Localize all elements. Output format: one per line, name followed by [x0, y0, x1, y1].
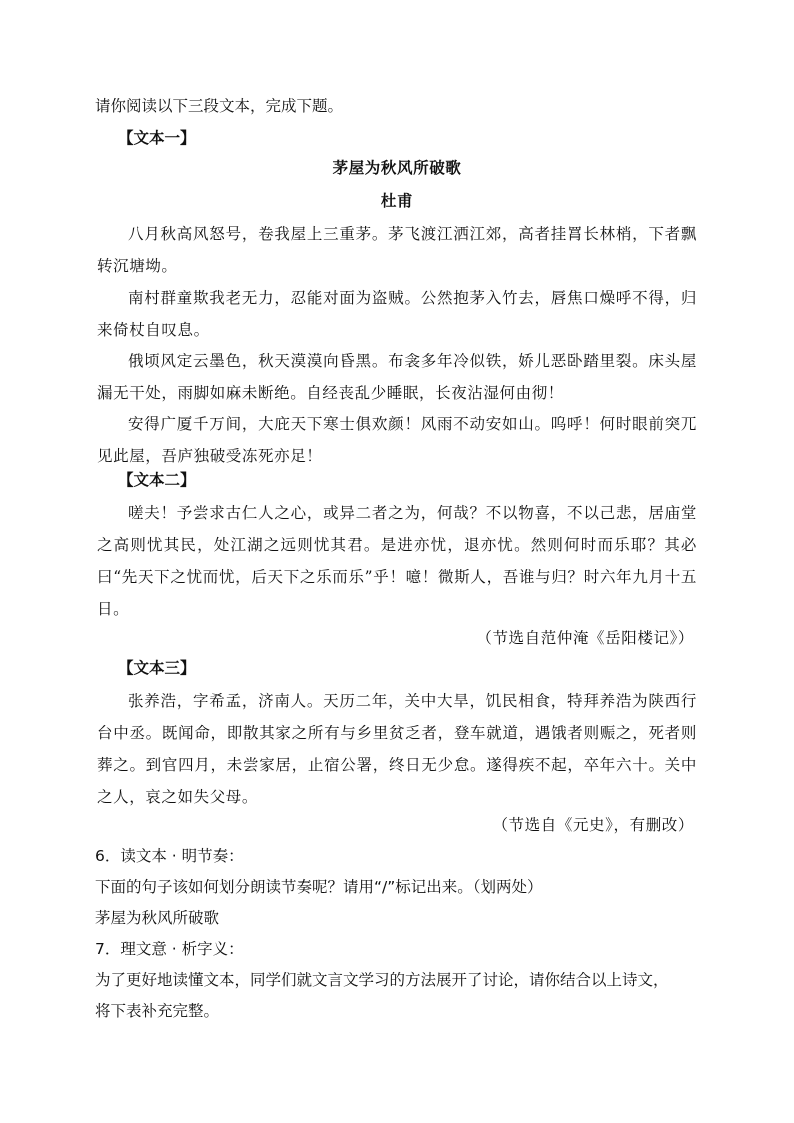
poem-paragraph-3: 俄顷风定云墨色，秋天漠漠向昏黑。布衾多年冷似铁，娇儿恶卧踏里裂。床头屋漏无干处，雨脚如麻未断绝。自经丧乱少睡眠，长夜沾湿何由彻！	[97, 352, 697, 402]
question-7-prompt-line-2: 将下表补充完整。	[95, 1002, 220, 1020]
question-7-prompt-line-1: 为了更好地读懂文本，同学们就文言文学习的方法展开了讨论，请你结合以上诗文，	[95, 971, 669, 989]
text3-heading: 【文本三】	[118, 659, 196, 677]
text2-paragraph: 嗟夫！予尝求古仁人之心，或异二者之为，何哉？不以物喜，不以己悲，居庙堂之高则忧其民，处江湖之远则忧其君。是进亦忧，退亦忧。然则何时而乐耶？其必曰“先天下之忧而忧，后天下之乐而乐”乎！噫！微斯人，吾谁与归？时六年九月十五日。	[97, 504, 697, 618]
intro-instruction: 请你阅读以下三段文本，完成下题。	[95, 97, 344, 115]
text1-heading: 【文本一】	[118, 129, 196, 147]
poem-title: 茅屋为秋风所破歌	[332, 158, 462, 177]
poem-paragraph-2: 南村群童欺我老无力，忍能对面为盗贼。公然抱茅入竹去，唇焦口燥呼不得，归来倚杖自叹息。	[97, 289, 697, 339]
text3-paragraph: 张养浩，字希孟，济南人。天历二年，关中大旱，饥民相食，特拜养浩为陕西行台中丞。既闻命，即散其家之所有与乡里贫乏者，登车就道，遇饿者则赈之，死者则葬之。到官四月，未尝家居，止宿公署，终日无少怠。遂得疾不起，卒年六十。关中之人，哀之如失父母。	[97, 692, 697, 806]
question-7-title: 7．理文意 · 析字义：	[95, 940, 244, 958]
text2-heading: 【文本二】	[118, 471, 196, 489]
poem-paragraph-1: 八月秋高风怒号，卷我屋上三重茅。茅飞渡江洒江郊，高者挂罥长林梢，下者飘转沉塘坳。	[97, 225, 697, 275]
poem-paragraph-4: 安得广厦千万间，大庇天下寒士俱欢颜！风雨不动安如山。呜呼！何时眼前突兀见此屋，吾庐独破受冻死亦足！	[97, 415, 697, 465]
question-6-title: 6．读文本 · 明节奏：	[95, 847, 244, 865]
question-6-sentence: 茅屋为秋风所破歌	[95, 909, 220, 927]
text3-source: （节选自《元史》，有删改）	[492, 816, 694, 834]
poem-author: 杜甫	[380, 191, 414, 210]
question-6-prompt: 下面的句子该如何划分朗读节奏呢？请用“/”标记出来。（划两处）	[95, 878, 543, 896]
text2-source: （节选自范仲淹《岳阳楼记》）	[476, 629, 694, 647]
